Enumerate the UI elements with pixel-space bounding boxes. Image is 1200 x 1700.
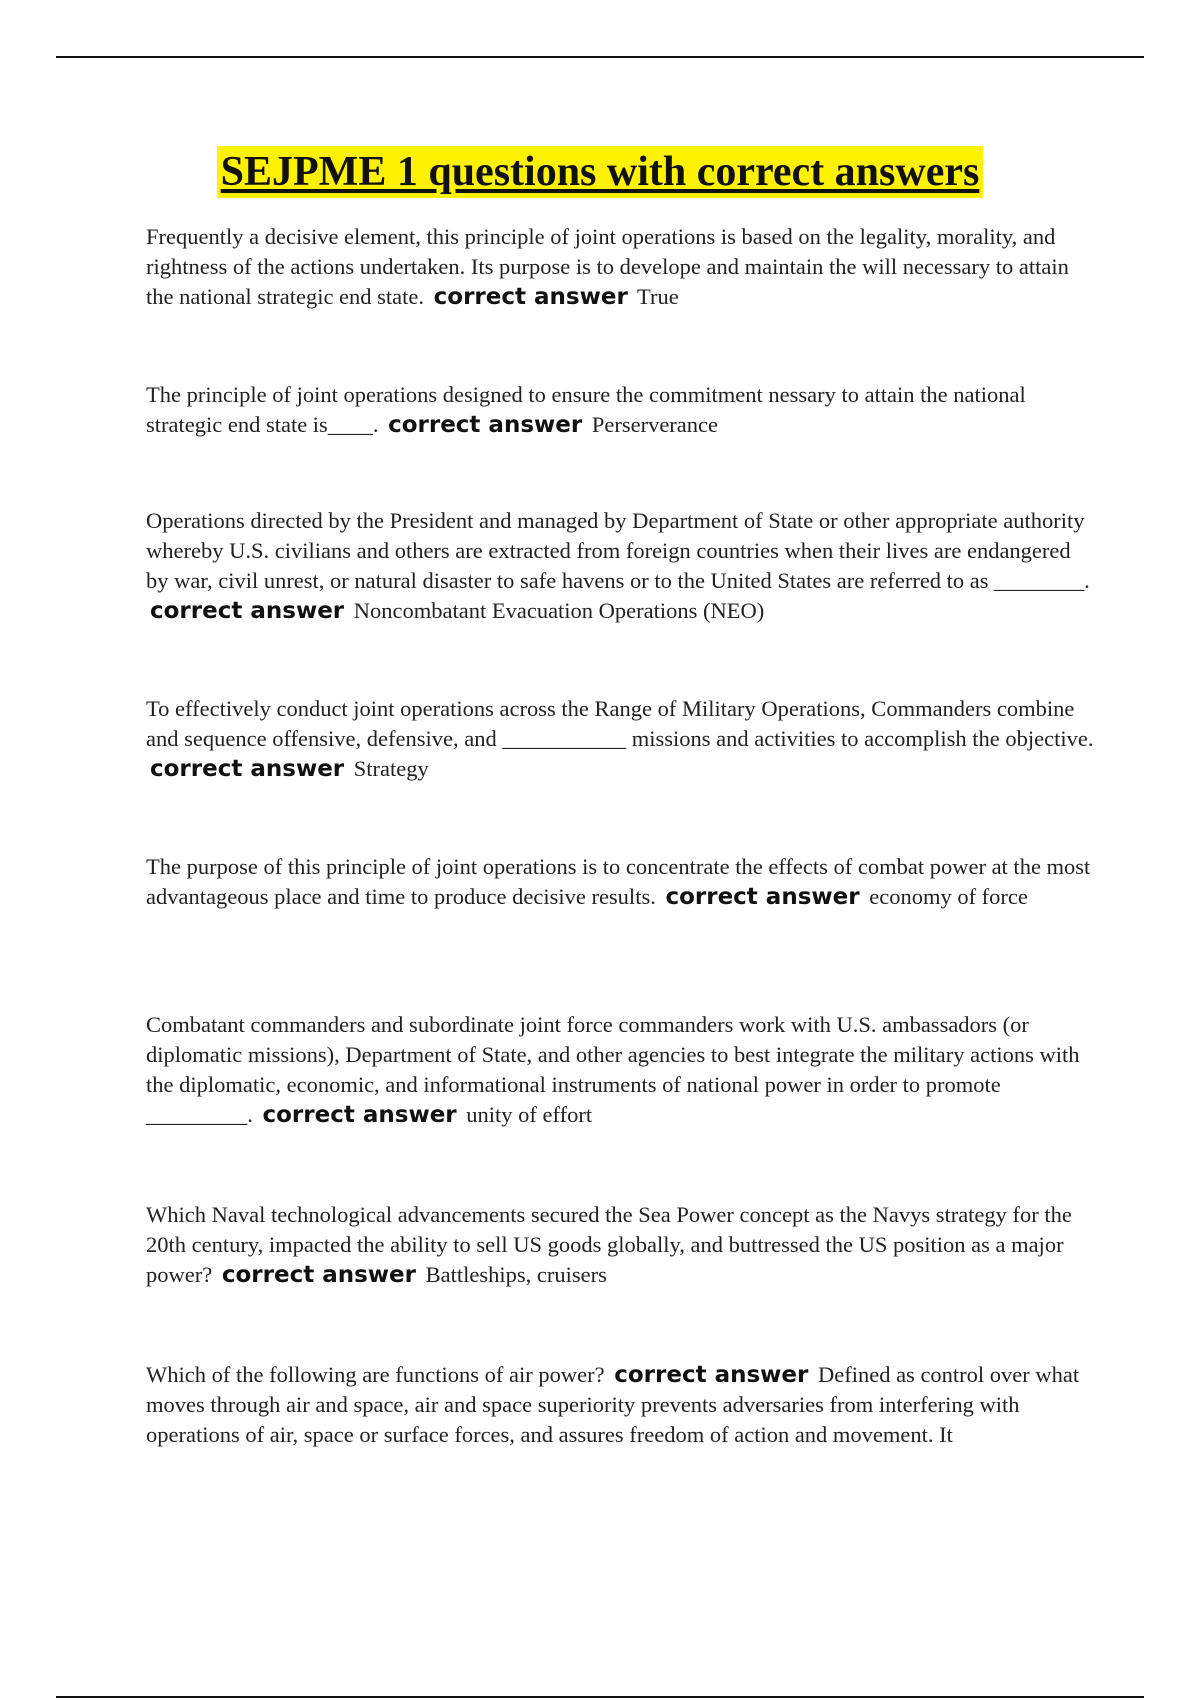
question-text: The principle of joint operations designed to ensure the commitment nessary to attain the national strategic end state is____. [146,382,1026,437]
top-divider [56,56,1144,58]
answer-text: Perserverance [591,412,719,437]
answer-label: correct answer [150,598,345,624]
answer-label: correct answer [433,284,628,310]
qa-item-8 [146,1360,1096,1450]
qa-item-4 [146,694,1096,784]
answer-text: Defined as control over what moves through air and space, air and space superiority prevents adversaries from interfering with operations of air, space or surface forces, and assures freedom of action and movement. It [146,1362,1080,1447]
qa-item-2 [146,380,1096,440]
question-text: Operations directed by the President and managed by Department of State or other appropriate authority whereby U.S. civilians and others are extracted from foreign countries when their lives are endangered by war, civil unrest, or natural disaster to safe havens or to the United States are referred to as ________. [146,508,1090,593]
question-text: The purpose of this principle of joint operations is to concentrate the effects of combat power at the most advantageous place and time to produce decisive results. [146,854,1091,909]
answer-text: True [637,284,679,309]
title-container [0,146,1200,198]
qa-item-7 [146,1200,1096,1290]
answer-label: correct answer [221,1262,416,1288]
question-text: Which Naval technological advancements secured the Sea Power concept as the Navys strategy for the 20th century, impacted the ability to sell US goods globally, and buttressed the US position as a major power? [146,1202,1072,1287]
question-text: Frequently a decisive element, this principle of joint operations is based on the legality, morality, and rightness of the actions undertaken. Its purpose is to develope and maintain the will necessary to attain the national strategic end state. [146,224,1069,309]
answer-label: correct answer [665,884,860,910]
answer-label: correct answer [614,1362,809,1388]
answer-text: Strategy [353,756,429,781]
answer-text: Noncombatant Evacuation Operations (NEO) [353,598,765,623]
qa-item-3 [146,506,1096,626]
question-text: To effectively conduct joint operations across the Range of Military Operations, Commanders combine and sequence offensive, defensive, and ___________ missions and activities to accomplish the objective. [146,696,1094,751]
qa-item-1 [146,222,1096,312]
document-title: SEJPME 1 questions with correct answers [217,146,984,198]
answer-label: correct answer [150,756,345,782]
qa-item-6 [146,1010,1096,1130]
answer-text: unity of effort [466,1102,593,1127]
answer-text: Battleships, cruisers [425,1262,607,1287]
qa-item-5 [146,852,1096,912]
answer-text: economy of force [869,884,1028,909]
question-text: Which of the following are functions of air power? [146,1362,605,1387]
question-text: Combatant commanders and subordinate joint force commanders work with U.S. ambassadors (or diplomatic missions), Department of State, and other agencies to best integrate the military actions with the diplomatic, economic, and informational instruments of national power in order to promote _________. [146,1012,1080,1127]
bottom-divider [56,1696,1144,1698]
answer-label: correct answer [262,1102,457,1128]
answer-label: correct answer [388,412,583,438]
